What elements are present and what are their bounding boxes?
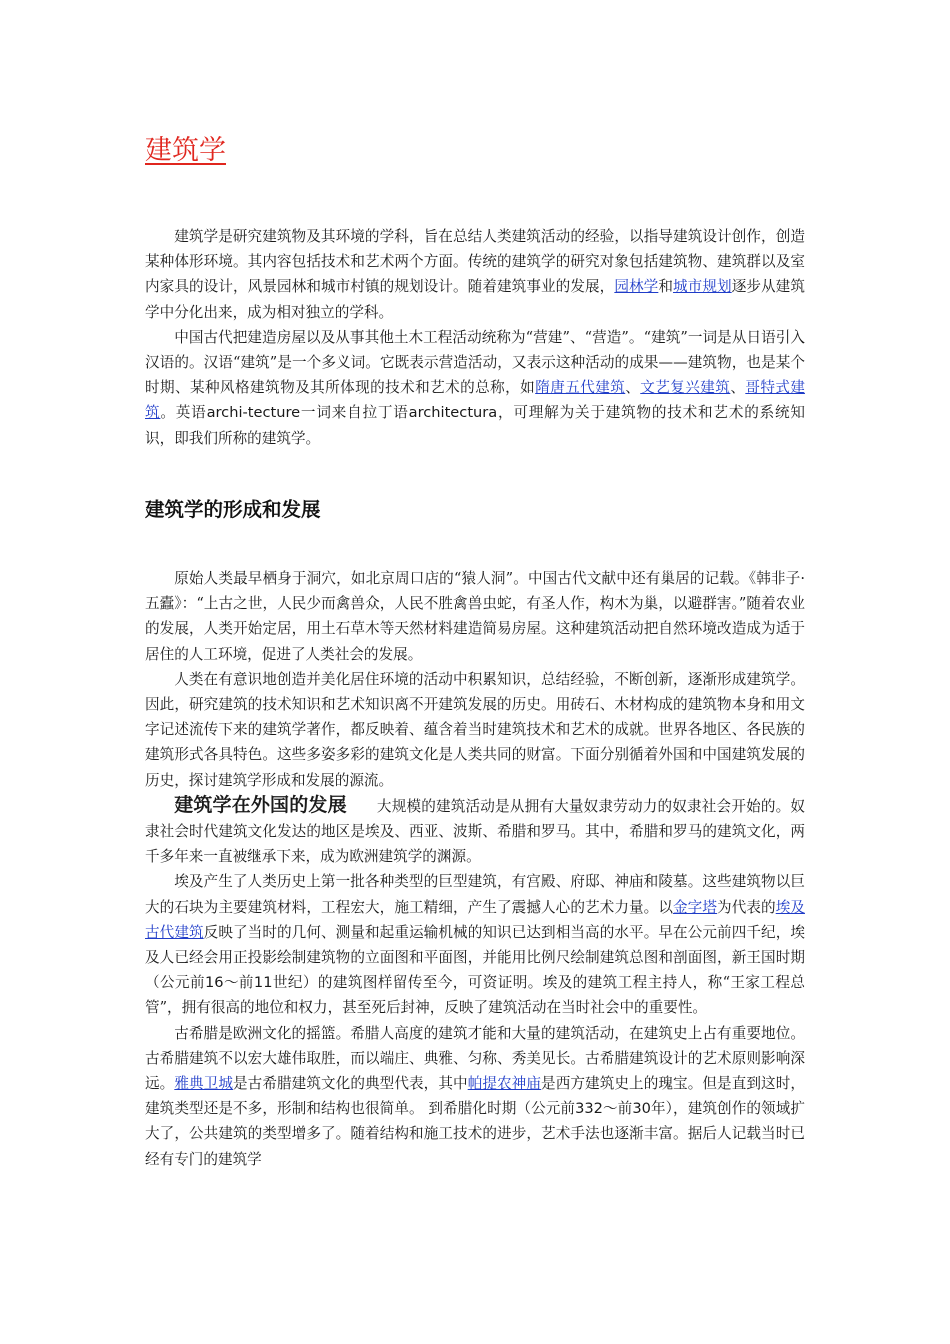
text-run: 和 [658,278,674,296]
page-title[interactable]: 建筑学 [145,135,226,166]
text-run: ，可理解为关于建筑物的技术和艺术的系统知识，即我们所称的建筑学。 [145,404,805,447]
text-run: 中国古代把建造房屋以及从事其他土木工程活动统称为“营建”、“营造”。“建筑”一词是从日语引入汉语的。汉语“建筑”是一个多义词。它既表示营造活动，又表示这种活动的成果——建筑物，也是某个时期、某种风格建筑物及其所体现的技术和艺术的总称，如 [145,328,805,397]
text-run: 反映了当时的几何、测量和起重运输机械的知识已达到相当高的水平。早在公元前四千纪，埃及人已经会用正投影绘制建筑物的立面图和平面图，并能用比例尺绘制建筑总图和剖面图，新王国时期（公元前 [145,923,805,992]
formation-paragraph-2: 人类在有意识地创造并美化居住环境的活动中积累知识，总结经验，不断创新，逐渐形成建筑学。因此，研究建筑的技术知识和艺术知识离不开建筑发展的历史。用砖石、木材构成的建筑物本身和用文字记述流传下来的建筑学著作，都反映着、蕴含着当时建筑技术和艺术的成就。世界各地区、各民族的建筑形式各具特色。这些多姿多彩的建筑文化是人类共同的财富。下面分别循着外国和中国建筑发展的历史，探讨建筑学形成和发展的源流。 [145,670,805,789]
intro-paragraph-1 [145,224,805,325]
text-run: 是古希腊建筑文化的典型代表，其中 [233,1075,468,1093]
text-run: 、 [625,379,641,397]
text-run: 古希腊是欧洲文化的摇篮。希腊人高度的建筑才能和大量的建筑活动，在建筑史上占有重要地位。古希腊建筑不以宏大雄伟取胜，而以端庄、典雅、匀称、秀美见长。古希腊建筑设计的艺术原则影响深远。 [145,1024,805,1093]
section-heading-formation: 建筑学的形成和发展 [145,498,321,521]
text-run: 。英语 [160,404,207,422]
link-gothic-architecture[interactable]: 哥特式建筑 [145,379,805,422]
link-renaissance-architecture[interactable]: 文艺复兴建筑 [640,379,731,397]
text-run: 建筑学是研究建筑物及其环境的学科，旨在总结人类建筑活动的经验，以指导建筑设计创作，创造某种体形环境。其内容包括技术和艺术两个方面。传统的建筑学的研究对象包括建筑物、建筑群以及室内家具的设计，风景园林和城市村镇的规划设计。随着建筑事业的发展， [145,228,805,296]
formation-section [145,566,805,1172]
text-run: ～前 [602,1100,633,1118]
link-ancient-egyptian-architecture[interactable]: 埃及古代建筑 [145,898,805,941]
text-run: 埃及产生了人类历史上第一批各种类型的巨型建筑，有宫殿、府邸、神庙和陵墓。这些建筑物以巨大的石块为主要建筑材料，工程宏大，施工精细，产生了震撼人心的艺术力量。以 [145,873,805,916]
link-sui-tang-architecture[interactable]: 隋唐五代建筑 [535,379,626,397]
number: 16 [204,974,224,992]
link-urban-planning[interactable]: 城市规划 [673,278,732,296]
text-run: 为代表的 [717,898,776,916]
intro-section [145,224,805,451]
number: 332 [575,1100,603,1118]
latin-term: architectura [408,404,498,422]
link-landscape-architecture[interactable]: 园林学 [614,278,659,296]
link-pyramid[interactable]: 金字塔 [673,898,718,916]
latin-term: archi-tecture [206,404,301,422]
number: 30 [632,1100,651,1118]
link-acropolis[interactable]: 雅典卫城 [174,1075,234,1093]
foreign-development-paragraph [145,793,805,870]
text-run: ～前 [223,974,254,992]
section-heading-foreign: 建筑学在外国的发展 [174,793,347,816]
text-run: 世纪）的建筑图样留传至今，可资证明。埃及的建筑工程主持人，称“王家工程总管”，拥有很高的地位和权力，甚至死后封神，反映了建筑活动在当时社会中的重要性。 [145,974,805,1017]
greece-paragraph [145,1021,805,1172]
egypt-paragraph [145,869,805,1020]
text-run: 逐步从建筑学中分化出来，成为相对独立的学科。 [145,278,805,321]
link-parthenon[interactable]: 帕提农神庙 [467,1075,542,1093]
number: 11 [253,974,273,992]
text-run: 是西方建筑史上的瑰宝。但是直到这时，建筑类型还是不多，形制和结构也很简单。 到希腊化时期（公元前 [145,1075,805,1118]
intro-paragraph-2 [145,325,805,451]
text-run: 一词来自拉丁语 [300,404,409,422]
text-run: 、 [730,379,746,397]
text-run: 大规模的建筑活动是从拥有大量奴隶劳动力的奴隶社会开始的。奴隶社会时代建筑文化发达的地区是埃及、西亚、波斯、希腊和罗马。其中，希腊和罗马的建筑文化，两千多年来一直被继承下来，成为欧洲建筑学的渊源。 [145,797,805,866]
formation-paragraph-1: 原始人类最早栖身于洞穴，如北京周口店的“猿人洞”。中国古代文献中还有巢居的记载。《韩非子·五蠹》：“上古之世，人民少而禽兽众，人民不胜禽兽虫蛇，有圣人作，构木为巢，以避群害。”随着农业的发展，人类开始定居，用土石草木等天然材料建造简易房屋。这种建筑活动把自然环境改造成为适于居住的人工环境，促进了人类社会的发展。 [145,570,805,663]
text-run: 年），建筑创作的领域扩大了，公共建筑的类型增多了。随着结构和施工技术的进步，艺术手法也逐渐丰富。据后人记载当时已经有专门的建筑学 [145,1100,805,1168]
